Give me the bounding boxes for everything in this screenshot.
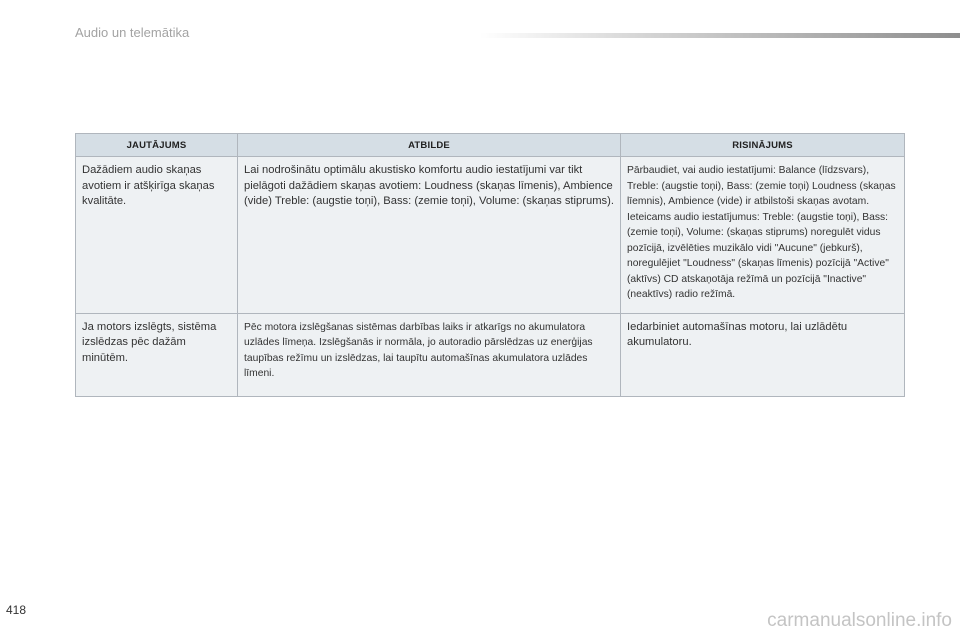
column-header-question: JAUTĀJUMS: [76, 134, 238, 157]
column-header-answer: ATBILDE: [238, 134, 621, 157]
column-header-solution: RISINĀJUMS: [621, 134, 905, 157]
watermark-text: carmanualsonline.info: [767, 610, 952, 631]
question-cell: Ja motors izslēgts, sistēma izslēdzas pēc dažām minūtēm.: [76, 313, 238, 396]
table-row: [76, 157, 905, 314]
question-cell: Dažādiem audio skaņas avotiem ir atšķirīga skaņas kvalitāte.: [76, 157, 238, 314]
solution-cell: Iedarbiniet automašīnas motoru, lai uzlādētu akumulatoru.: [621, 313, 905, 396]
answer-cell: Pēc motora izslēgšanas sistēmas darbības laiks ir atkarīgs no akumulatora uzlādes līmeņa. Izslēgšanās ir normāla, jo autoradio pārslēdzas uz enerģijas taupības režīmu un izslēdzas, lai taupītu automašīnas akumulatora uzlādes līmeni.: [238, 313, 621, 396]
solution-cell: Pārbaudiet, vai audio iestatījumi: Balance (līdzsvars), Treble: (augstie toņi), Bass: (zemie toņi) Loudness (skaņas līemnis), Ambience (vide) ir atbilstoši skaņas avotam. Ieteicams audio iestatījumus: Treble: (augstie toņi), Bass: (zemie toņi), Volume: (skaņas stiprums) noregulēt vidus pozīcijā, izvēlēties muzikālo vidi "Aucune" (jebkurš), noregulējiet "Loudness" (skaņas līmenis) pozīcijā "Active" (aktīvs) CD atskaņotāja režīmā un pozīcijā "Inactive" (neaktīvs) radio režīmā.: [621, 157, 905, 314]
table-row: [76, 313, 905, 396]
page-number: 418: [6, 603, 27, 617]
header-gradient-bar: [480, 33, 960, 38]
answer-cell: Lai nodrošinātu optimālu akustisko komfortu audio iestatījumi var tikt pielāgoti dažādiem skaņas avotiem: Loudness (skaņas līmenis), Ambience (vide) Treble: (augstie toņi), Bass: (zemie toņi), Volume: (skaņas stiprums).: [238, 157, 621, 314]
section-title: Audio un telemātika: [75, 25, 190, 40]
troubleshooting-table: [75, 133, 905, 397]
table-header-row: [76, 134, 905, 157]
